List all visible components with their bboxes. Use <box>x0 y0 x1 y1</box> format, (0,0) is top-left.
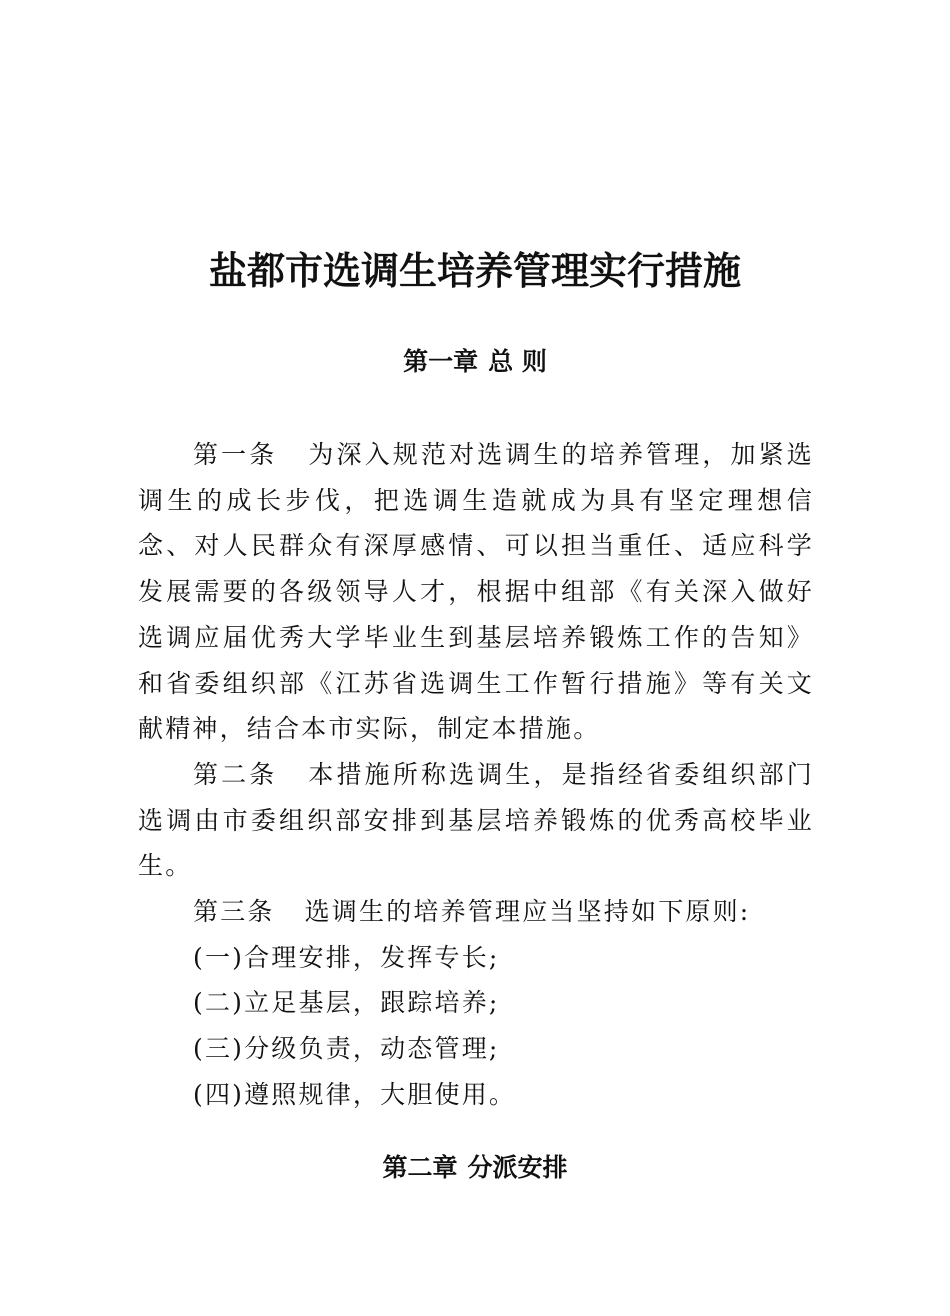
article-text: 为深入规范对选调生的培养管理，加紧选调生的成长步伐，把选调生造就成为具有坚定理想信念、对人民群众有深厚感情、可以担当重任、适应科学发展需要的各级领导人才，根据中组部《有关深入做好选调应届优秀大学毕业生到基层培养锻炼工作的告知》和省委组织部《江苏省选调生工作暂行措施》等有关文献精神，结合本市实际，制定本措施。 <box>138 440 814 744</box>
document-title: 盐都市选调生培养管理实行措施 <box>208 248 741 293</box>
principle-item: (三)分级负责，动态管理; <box>193 1034 500 1064</box>
document-body <box>138 432 814 1118</box>
chapter-heading-2 <box>0 1150 950 1186</box>
article-text: 本措施所称选调生，是指经省委组织部门选调由市委组织部安排到基层培养锻炼的优秀高校毕业生。 <box>138 759 814 881</box>
chapter-heading-1 <box>0 344 950 380</box>
principle-item: (四)遵照规律，大胆使用。 <box>193 1079 517 1109</box>
article-text: 选调生的培养管理应当坚持如下原则: <box>304 897 751 927</box>
chapter-name: 总 则 <box>488 347 547 376</box>
chapter-name: 分派安排 <box>467 1153 568 1182</box>
article-label: 第三条 <box>193 897 275 927</box>
article-label: 第一条 <box>193 440 278 469</box>
chapter-number: 第一章 <box>403 347 479 376</box>
principle-item: (一)合理安排，发挥专长; <box>193 942 500 972</box>
article-1 <box>138 432 814 752</box>
article-3 <box>138 889 814 935</box>
article-label: 第二条 <box>193 759 278 789</box>
principle-item: (二)立足基层，跟踪培养; <box>193 988 500 1018</box>
chapter-number: 第二章 <box>382 1153 458 1182</box>
article-2 <box>138 752 814 889</box>
